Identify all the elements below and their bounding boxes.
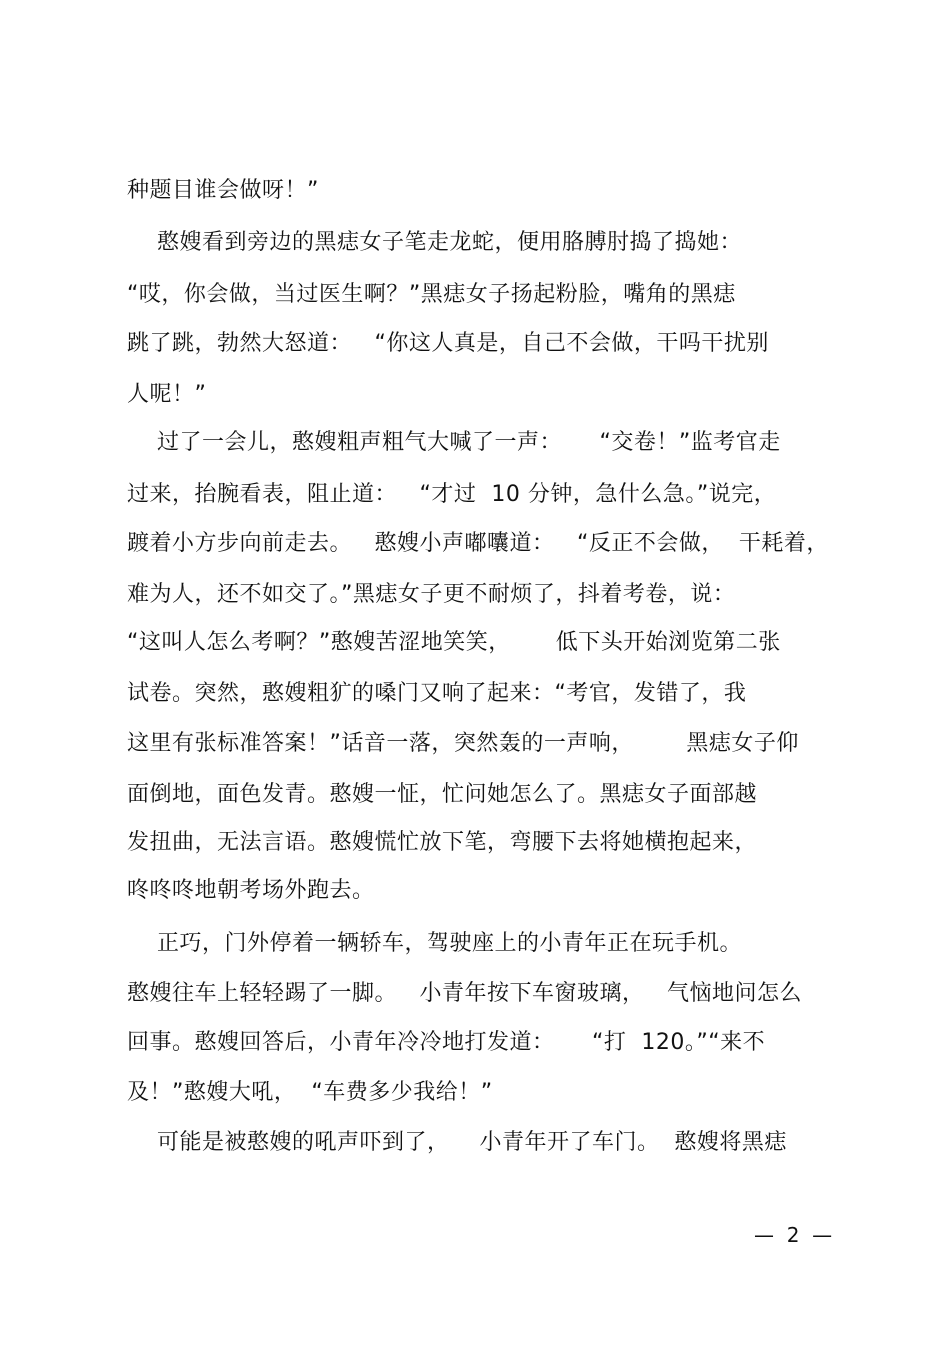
text-line: 发扭曲，无法言语。憨嫂慌忙放下笔，弯腰下去将她横抱起来，: [127, 830, 758, 855]
text-line: 这里有张标准答案！”话音一落，突然轰的一声响， 黑痣女子仰: [127, 731, 799, 756]
text-line: “哎，你会做，当过医生啊？”黑痣女子扬起粉脸，嘴角的黑痣: [127, 282, 736, 307]
text-line: 人呢！”: [127, 382, 207, 407]
text-line: 面倒地，面色发青。憨嫂一怔，忙问她怎么了。黑痣女子面部越: [127, 782, 758, 807]
text-line: 憨嫂看到旁边的黑痣女子笔走龙蛇，便用胳膊肘捣了捣她：: [127, 230, 742, 255]
text-line: 回事。憨嫂回答后，小青年冷冷地打发道： “打 120。”“来不: [127, 1030, 766, 1055]
text-line: 咚咚咚地朝考场外跑去。: [127, 878, 375, 903]
text-line: 难为人，还不如交了。”黑痣女子更不耐烦了，抖着考卷，说：: [127, 582, 736, 607]
text-line: 正巧，门外停着一辆轿车，驾驶座上的小青年正在玩手机。: [127, 931, 742, 956]
text-line: 可能是被憨嫂的吼声吓到了， 小青年开了车门。 憨嫂将黑痣: [127, 1130, 787, 1155]
text-line: 种题目谁会做呀！”: [127, 178, 319, 203]
page-number: — 2 —: [754, 1223, 833, 1247]
text-line: 及！”憨嫂大吼， “车费多少我给！”: [127, 1080, 493, 1105]
text-line: 试卷。突然，憨嫂粗犷的嗓门又响了起来：“考官，发错了，我: [127, 681, 747, 706]
text-line: 过了一会儿，憨嫂粗声粗气大喊了一声： “交卷！”监考官走: [127, 430, 781, 455]
text-line: 踱着小方步向前走去。 憨嫂小声嘟囔道： “反正不会做， 干耗着，: [127, 531, 829, 556]
text-line: “这叫人怎么考啊？”憨嫂苦涩地笑笑， 低下头开始浏览第二张: [127, 630, 781, 655]
text-line: 憨嫂往车上轻轻踢了一脚。 小青年按下车窗玻璃， 气恼地问怎么: [127, 981, 802, 1006]
text-line: 跳了跳，勃然大怒道： “你这人真是，自己不会做，干吗干扰别: [127, 331, 769, 356]
text-line: 过来，抬腕看表，阻止道： “才过 10 分钟，急什么急。”说完，: [127, 482, 777, 507]
